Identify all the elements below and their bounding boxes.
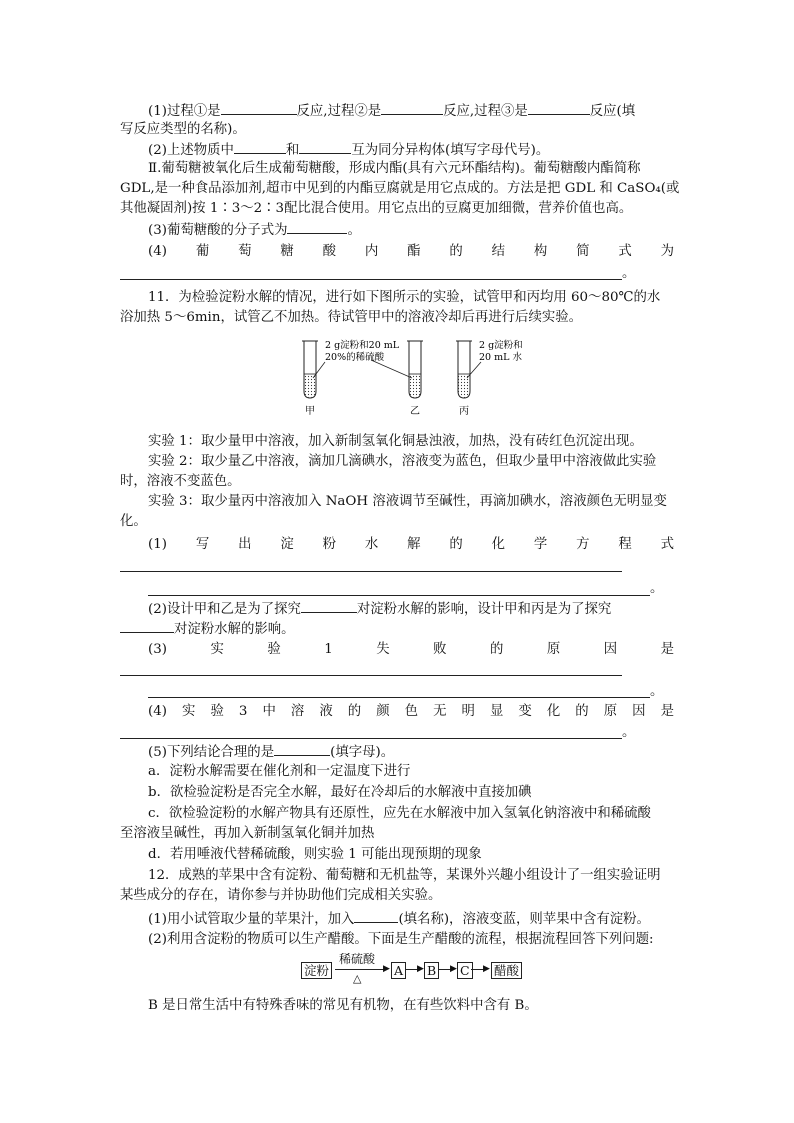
flow-start-starch: 淀粉 <box>301 962 332 979</box>
prompt-char: 式 <box>660 537 674 552</box>
flow-arrow-1 <box>335 969 387 970</box>
prompt-char: 内 <box>364 244 379 259</box>
answer-blank[interactable] <box>234 139 286 154</box>
tube-label-bing: 丙 <box>459 406 469 417</box>
answer-blank[interactable] <box>120 618 174 633</box>
flow-node-b: B <box>424 962 439 979</box>
answer-blank[interactable] <box>301 598 357 613</box>
q10-part1-line2: 写反应类型的名称)。 <box>120 122 246 137</box>
option-a: a．淀粉水解需要在催化剂和一定温度下进行 <box>148 764 411 779</box>
prompt-char: 原 <box>603 704 618 719</box>
tube-jia <box>302 341 325 398</box>
prompt-char: 方 <box>576 537 590 552</box>
prompt-char: 为 <box>660 244 674 259</box>
label-bing-2: 20 mL 水 <box>479 352 522 363</box>
prompt-char: 萄 <box>238 244 252 259</box>
prompt-char: 化 <box>546 704 561 719</box>
prompt-char: 验 <box>267 642 281 657</box>
prompt-char: (4) <box>148 244 167 259</box>
prompt-char: 失 <box>376 642 390 657</box>
prompt-char: 的 <box>489 642 504 657</box>
prompt-char: 结 <box>491 244 505 259</box>
q10-part4-prompt <box>148 242 674 262</box>
answer-blank[interactable] <box>354 908 398 923</box>
prompt-char: 粉 <box>322 537 336 552</box>
flow-condition-acid: 稀硫酸 <box>339 952 376 966</box>
q11-part2-line1: (2)设计甲和乙是为了探究 对淀粉水解的影响，设计甲和丙是为了探究 <box>148 598 611 620</box>
flow-node-a: A <box>391 962 406 979</box>
prompt-char: 实 <box>182 704 196 719</box>
q11-part4-prompt <box>148 702 674 722</box>
prompt-char: 是 <box>660 704 674 719</box>
q11-part5: (5)下列结论合理的是 (填字母)。 <box>148 741 394 763</box>
prompt-char: 葡 <box>195 244 210 259</box>
prompt-char: 颜 <box>376 704 390 719</box>
prompt-char: 的 <box>449 537 463 552</box>
q10-ii-line1: Ⅱ.葡萄糖被氧化后生成葡萄糖酸，形成内酯(具有六元环酯结构)。葡萄糖酸内酯简称 <box>148 161 641 176</box>
answer-blank[interactable] <box>274 741 330 756</box>
prompt-char: 简 <box>576 244 590 259</box>
option-c-line1: c．欲检验淀粉的水解产物具有还原性，应先在水解液中加入氢氧化钠溶液中和稀硫酸 <box>148 806 651 821</box>
q10-part2: (2)上述物质中 和 互为同分异构体(填写字母代号)。 <box>148 139 549 161</box>
q12-last-line: B 是日常生活中有特殊香味的常见有机物，在有些饮料中含有 B。 <box>148 998 538 1013</box>
prompt-char: 验 <box>210 704 224 719</box>
prompt-char: 构 <box>533 244 548 259</box>
q11-part1-prompt <box>148 535 674 555</box>
prompt-char: 败 <box>433 642 447 657</box>
prompt-char: 糖 <box>280 244 294 259</box>
experiment-2-line1: 实验 2：取少量乙中溶液，滴加几滴碘水，溶液变为蓝色，但取少量甲中溶液做此实验 <box>148 454 657 469</box>
acetic-acid-flow <box>301 950 531 984</box>
tube-label-yi: 乙 <box>410 406 420 417</box>
prompt-char: 的 <box>347 704 362 719</box>
prompt-char: 是 <box>660 642 674 657</box>
option-c-line2: 至溶液呈碱性，再加入新制氢氧化铜并加热 <box>120 826 375 841</box>
prompt-char: 变 <box>518 704 532 719</box>
answer-line[interactable] <box>148 697 650 698</box>
prompt-char: 水 <box>364 537 379 552</box>
prompt-char: 酯 <box>407 244 421 259</box>
experiment-1: 实验 1：取少量甲中溶液，加入新制氢氧化铜悬浊液，加热，没有砖红色沉淀出现。 <box>148 434 643 449</box>
flow-node-c: C <box>457 962 473 979</box>
answer-line[interactable] <box>120 675 622 676</box>
prompt-char: 液 <box>319 704 333 719</box>
prompt-char: 出 <box>238 537 252 552</box>
answer-blank[interactable] <box>528 100 590 115</box>
prompt-char: 因 <box>632 704 646 719</box>
prompt-char: 中 <box>262 704 276 719</box>
q11-part1-end: 。 <box>650 581 664 596</box>
label-jia-2: 20%的稀硫酸 <box>325 352 385 363</box>
q10-ii-line2: GDL,是一种食品添加剂,超市中见到的内酯豆腐就是用它点成的。方法是把 GDL 和 CaSO₄(或 <box>120 181 680 196</box>
flow-condition-heat: △ <box>353 972 362 985</box>
tube-bing <box>456 341 481 398</box>
tube-label-jia: 甲 <box>305 406 315 417</box>
q12-intro-line1: 12．成熟的苹果中含有淀粉、葡萄糖和无机盐等，某课外兴趣小组设计了一组实验证明 <box>148 868 661 883</box>
flow-end-acetic-acid: 醋酸 <box>491 962 522 979</box>
prompt-char: 因 <box>603 642 618 657</box>
prompt-char: 程 <box>618 537 632 552</box>
prompt-char: 1 <box>324 642 333 657</box>
prompt-char: 学 <box>533 537 548 552</box>
prompt-char: 解 <box>407 537 421 552</box>
prompt-char: (4) <box>148 704 167 719</box>
answer-line[interactable] <box>120 571 622 572</box>
prompt-char: 酸 <box>322 244 336 259</box>
prompt-char: 原 <box>546 642 561 657</box>
experiment-3-line1: 实验 3：取少量丙中溶液加入 NaOH 溶液调节至碱性，再滴加碘水，溶液颜色无明显变 <box>148 494 667 509</box>
experiment-2-line2: 时，溶液不变蓝色。 <box>120 474 241 489</box>
test-tubes-figure <box>295 336 535 418</box>
q11-part4-end: 。 <box>622 725 636 740</box>
q11-intro-line1: 11．为检验淀粉水解的情况，进行如下图所示的实验，试管甲和丙均用 60～80℃的水 <box>148 290 661 305</box>
q11-intro-line2: 浴加热 5～6min，试管乙不加热。待试管甲中的溶液冷却后再进行后续实验。 <box>120 310 583 325</box>
answer-blank[interactable] <box>299 139 351 154</box>
option-d: d．若用唾液代替稀硫酸，则实验 1 可能出现预期的现象 <box>148 847 482 862</box>
q11-part3-end: 。 <box>650 684 664 699</box>
q10-part3: (3)葡萄糖酸的分子式为 。 <box>148 219 361 241</box>
prompt-char: 溶 <box>290 704 305 719</box>
q11-part2-line2: 对淀粉水解的影响。 <box>120 618 295 640</box>
answer-line[interactable] <box>120 738 622 739</box>
prompt-char: 化 <box>491 537 505 552</box>
q12-part2: (2)利用含淀粉的物质可以生产醋酸。下面是生产醋酸的流程，根据流程回答下列问题: <box>148 932 654 947</box>
prompt-char: 色 <box>404 704 419 719</box>
prompt-char: 实 <box>210 642 224 657</box>
prompt-char: 的 <box>449 244 463 259</box>
answer-line[interactable] <box>148 595 650 596</box>
prompt-char: 显 <box>489 704 504 719</box>
label-bing-1: 2 g淀粉和 <box>479 340 523 351</box>
label-jia-1: 2 g淀粉和20 mL <box>325 340 400 351</box>
prompt-char: 式 <box>618 244 632 259</box>
q11-part3-prompt <box>148 640 674 660</box>
prompt-char: 3 <box>238 704 248 719</box>
prompt-char: 写 <box>195 537 210 552</box>
prompt-char: 无 <box>433 704 447 719</box>
q10-part4-end: 。 <box>622 266 636 281</box>
prompt-char: (3) <box>148 642 167 657</box>
prompt-char: 淀 <box>280 537 294 552</box>
answer-blank[interactable] <box>381 100 443 115</box>
arrow-right-icon: ▶ <box>417 964 424 974</box>
arrow-right-icon: ▶ <box>483 964 490 974</box>
answer-blank[interactable] <box>287 219 347 234</box>
prompt-char: 明 <box>461 704 475 719</box>
option-b: b．欲检验淀粉是否完全水解，最好在冷却后的水解液中直接加碘 <box>148 785 532 800</box>
q10-ii-line3: 其他凝固剂)按 1∶3～2∶3配比混合使用。用它点出的豆腐更加细微，营养价值也高。 <box>120 201 633 216</box>
q12-intro-line2: 某些成分的存在，请你参与并协助他们完成相关实验。 <box>120 888 442 903</box>
arrow-right-icon: ▶ <box>450 964 457 974</box>
experiment-3-line2: 化。 <box>120 514 147 529</box>
q12-part1: (1)用小试管取少量的苹果汁，加入 (填名称)，溶液变蓝，则苹果中含有淀粉。 <box>148 908 650 930</box>
answer-blank[interactable] <box>221 100 297 115</box>
arrow-right-icon: ▶ <box>383 964 390 974</box>
q10-part1-line1: (1)过程①是 反应,过程②是 反应,过程③是 反应(填 <box>148 100 635 122</box>
prompt-char: (1) <box>148 537 167 552</box>
prompt-char: 的 <box>575 704 589 719</box>
answer-line[interactable] <box>120 279 622 280</box>
